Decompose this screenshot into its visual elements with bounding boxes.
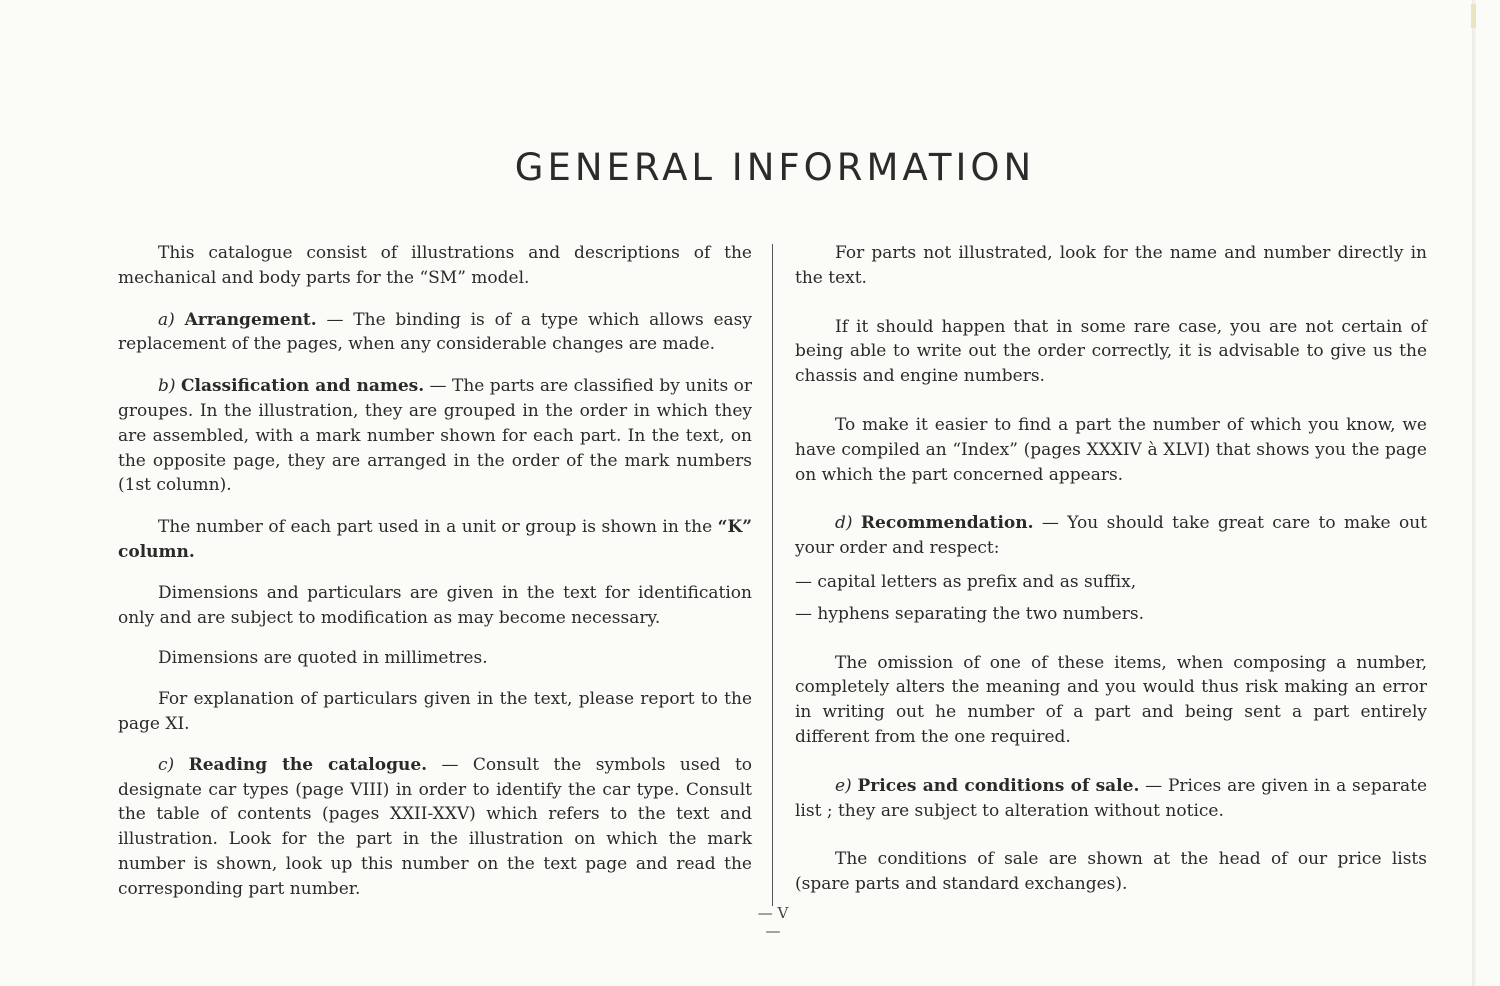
column-divider xyxy=(772,244,773,906)
k-column-text: The number of each part used in a unit or group is shown in the xyxy=(158,517,713,538)
hyphens-item: — hyphens separating the two numbers. xyxy=(795,603,1144,624)
classification-heading: Classification and names. xyxy=(180,376,425,397)
arrangement-heading: Arrangement. xyxy=(184,309,317,330)
recommendation-paragraph xyxy=(795,511,1427,561)
item-letter-c: c) xyxy=(158,754,175,775)
reading-text: — Consult the symbols used to designate car types (page VIII) in order to identify the car type. Consult the table of contents (pages XXII-XXV) which refers to the text and illustration. Look for the part in the illustration on which the mark number is shown, look up this number on the text page and read the corresponding part number. xyxy=(118,754,753,899)
reading-paragraph xyxy=(118,753,752,902)
not-illustrated-paragraph: For parts not illustrated, look for the name and number directly in the text. xyxy=(795,243,1427,288)
explanation-paragraph: For explanation of particulars given in the text, please report to the page XI. xyxy=(118,689,752,734)
prices-paragraph xyxy=(795,774,1427,824)
prices-text: — Prices are given in a separate list ; they are subject to alteration without notice. xyxy=(795,775,1428,821)
right-column xyxy=(795,241,1427,897)
dimensions-paragraph: Dimensions and particulars are given in the text for identification only and are subject to modification as may become necessary. xyxy=(118,582,752,628)
rare-case-paragraph: If it should happen that in some rare case, you are not certain of being able to write out the order correctly, it is advisable to give us the chassis and engine numbers. xyxy=(795,316,1427,387)
item-letter-e: e) xyxy=(835,775,852,796)
classification-text: — The parts are classified by units or groupes. In the illustration, they are grouped in the order in which they are assembled, with a mark number shown for each part. In the text, on the opposite page, they are arranged in the order of the mark numbers (1st column). xyxy=(118,376,752,496)
page-number: — V — xyxy=(757,904,789,940)
prices-heading: Prices and conditions of sale. xyxy=(857,775,1140,796)
recommendation-heading: Recommendation. xyxy=(860,513,1034,534)
arrangement-text: — The binding is of a type which allows easy replacement of the pages, when any considerable changes are made. xyxy=(118,309,752,355)
index-paragraph: To make it easier to find a part the number of which you know, we have compiled an “Index” (pages XXXIV à XLVI) that shows you the page on which the part concerned appears. xyxy=(795,414,1427,485)
conditions-paragraph: The conditions of sale are shown at the head of our price lists (spare parts and standard exchanges). xyxy=(795,849,1427,895)
intro-paragraph: This catalogue consist of illustrations and descriptions of the mechanical and body parts for the “SM” model. xyxy=(118,243,752,288)
left-column xyxy=(118,241,752,902)
item-letter-d: d) xyxy=(835,513,853,534)
item-letter-b: b) xyxy=(158,376,176,397)
recommendation-text: — You should take great care to make out your order and respect: xyxy=(795,513,1427,559)
classification-paragraph xyxy=(118,374,752,498)
k-column-paragraph xyxy=(118,515,752,565)
item-letter-a: a) xyxy=(158,309,175,330)
page-corner-mark xyxy=(1471,4,1476,28)
omission-paragraph: The omission of one of these items, when composing a number, completely alters the meaning and you would thus risk making an error in writing out he number of a part and being sent a part entirely different from the one required. xyxy=(795,652,1427,747)
k-column-label: “K” column. xyxy=(118,517,753,562)
arrangement-paragraph xyxy=(118,308,752,358)
millimetres-paragraph: Dimensions are quoted in millimetres. xyxy=(158,648,488,669)
reading-heading: Reading the catalogue. xyxy=(188,754,428,775)
capital-letters-item: — capital letters as prefix and as suffix, xyxy=(795,571,1137,592)
page-title: GENERAL INFORMATION xyxy=(514,146,1036,189)
